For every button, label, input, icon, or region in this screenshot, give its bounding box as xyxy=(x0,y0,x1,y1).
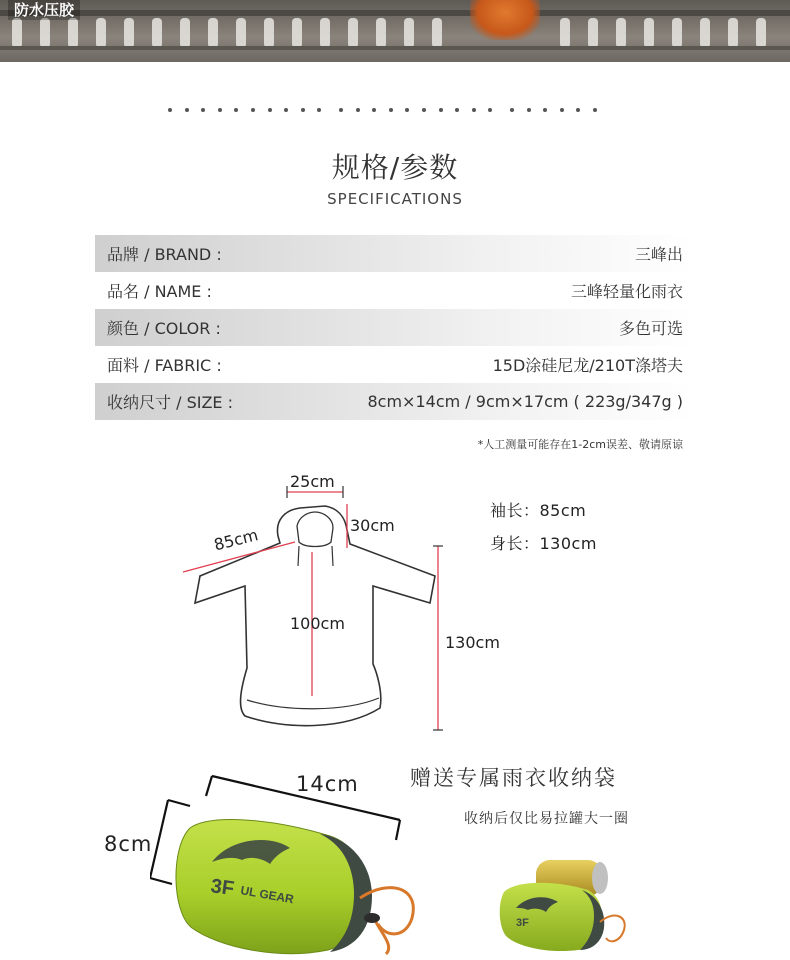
spec-label: 品名 / NAME : xyxy=(107,282,212,301)
spec-row-name xyxy=(95,272,695,309)
header-tag: 防水压胶 xyxy=(8,0,80,20)
stuff-sack-large xyxy=(150,768,430,960)
section-subtitle: SPECIFICATIONS xyxy=(327,190,463,208)
drawstring-left xyxy=(298,546,299,566)
spec-value: 三峰轻量化雨衣 xyxy=(570,282,683,301)
dim-bag-diameter: 8cm xyxy=(104,832,153,856)
spec-value: 三峰出 xyxy=(634,245,683,264)
logo-3f: 3F xyxy=(209,875,236,901)
hood-inner xyxy=(297,512,333,547)
railing-graphic xyxy=(0,10,790,50)
spec-row-color xyxy=(95,309,695,346)
spec-row-fabric xyxy=(95,346,695,383)
spec-row-size xyxy=(95,383,695,420)
dim-hood-width: 25cm xyxy=(290,472,335,491)
section-title: 规格/参数 xyxy=(331,151,459,184)
spec-label: 收纳尺寸 / SIZE : xyxy=(107,393,233,412)
dim-hood-height: 30cm xyxy=(350,516,395,535)
hem-line xyxy=(247,698,379,709)
logo-ul-gear: UL GEAR xyxy=(239,883,295,907)
spec-label: 品牌 / BRAND : xyxy=(107,245,222,264)
person-in-raincoat xyxy=(470,0,540,40)
drawstring-right xyxy=(332,546,333,566)
dim-body-total: 130cm xyxy=(445,633,500,652)
dim-body-inner: 100cm xyxy=(290,614,345,633)
spec-label: 颜色 / COLOR : xyxy=(107,319,221,338)
dim-bag-length: 14cm xyxy=(296,772,359,796)
gift-title: 赠送专属雨衣收纳袋 xyxy=(410,766,617,790)
stuff-sack-small xyxy=(496,852,636,952)
spec-value: 8cm×14cm / 9cm×17cm ( 223g/347g ) xyxy=(367,392,683,411)
body-length-text: 身长：130cm xyxy=(490,534,597,553)
spec-value: 15D涂硅尼龙/210T涤塔夫 xyxy=(492,356,683,375)
raincoat-diagram xyxy=(175,468,455,740)
header-photo xyxy=(0,0,790,62)
gift-subtitle: 收纳后仅比易拉罐大一圈 xyxy=(464,811,629,827)
measurement-note: *人工测量可能存在1-2cm误差、敬请原谅 xyxy=(477,438,683,451)
sleeve-length-text: 袖长：85cm xyxy=(490,501,587,520)
dim-sleeve: 85cm xyxy=(212,525,261,555)
spec-label: 面料 / FABRIC : xyxy=(107,356,222,375)
dotted-divider xyxy=(168,108,628,118)
logo-3f-small: 3F xyxy=(516,917,529,929)
spec-row-brand xyxy=(95,235,695,272)
spec-value: 多色可选 xyxy=(618,319,683,338)
spec-table xyxy=(95,235,695,420)
